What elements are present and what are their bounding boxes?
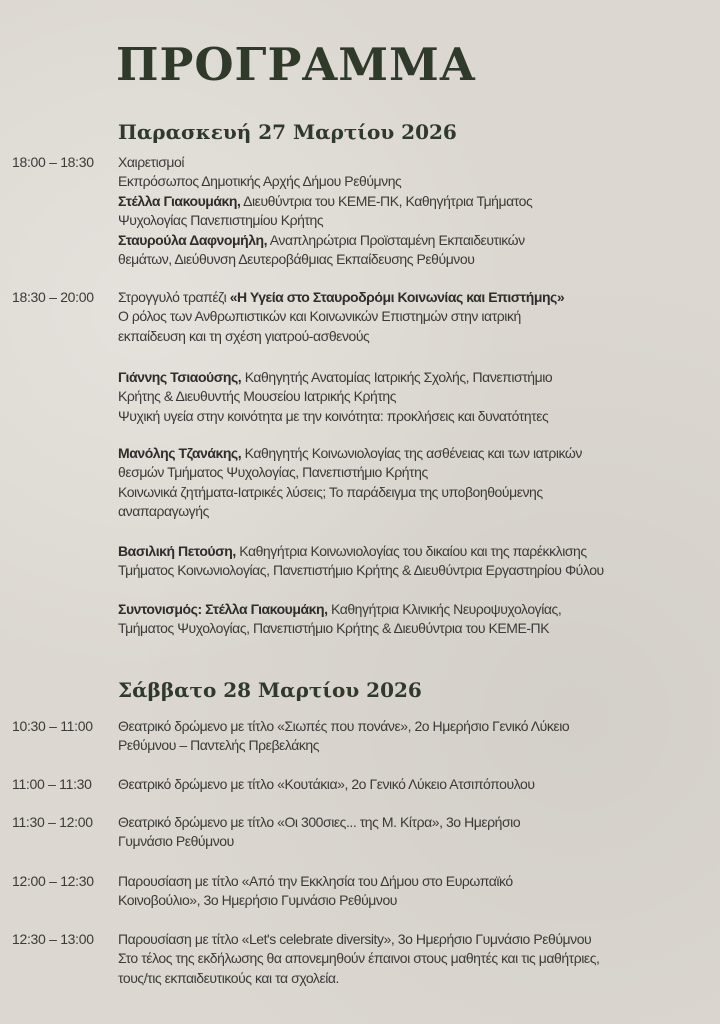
item-description [118,600,718,639]
bold-name: Σταυρούλα Δαφνομήλη, [118,231,268,248]
text-line [118,172,718,191]
line-text: τους/τις εκπαιδευτικούς και τα σχολεία. [118,969,339,986]
time-range: 11:00 – 11:30 [12,776,92,792]
item-description [118,872,718,911]
text-line [118,872,718,891]
text-line [118,211,718,230]
text-line [118,736,718,755]
line-text: Θεατρικό δρώμενο με τίτλο «Σιωπές που πονάνε», 2ο Ημερήσιο Γενικό Λύκειο [118,718,570,734]
text-line [118,368,718,387]
line-text: Θεατρικό δρώμενο με τίτλο «Κουτάκια», 2ο Γενικό Λύκειο Ατσιπόπουλου [118,776,535,792]
time-range: 10:30 – 11:00 [12,718,93,734]
text-line [118,387,718,406]
text-line [118,288,718,307]
text-line [118,717,718,736]
line-text: Παρουσίαση με τίτλο «Από την Εκκλησία του Δήμου στο Ευρωπαϊκό [118,873,513,889]
line-text: αναπαραγωγής [118,503,209,520]
text-line [118,192,718,211]
line-text: Κοινοβούλιο», 3ο Ημερήσιο Γυμνάσιο Ρεθύμνου [118,892,397,909]
text-line [118,832,718,851]
text-line [118,502,718,521]
bold-name: Μανόλης Τζανάκης, [118,445,242,461]
line-text: Ψυχολογίας Πανεπιστημίου Κρήτης [118,212,324,229]
line-text: Εκπρόσωπος Δημοτικής Αρχής Δήμου Ρεθύμνης [118,173,402,190]
day-heading: Σάββατο 28 Μαρτίου 2026 [118,678,422,702]
text-line [118,407,718,426]
item-description [118,775,718,794]
bold-name: Στέλλα Γιακουμάκη, [118,192,241,209]
line-text: Καθηγήτρια Κλινικής Νευροψυχολογίας, [327,601,562,617]
line-text: θεμάτων, Διεύθυνση Δευτεροβάθμιας Εκπαίδευσης Ρεθύμνου [118,251,475,268]
line-text: Γυμνάσιο Ρεθύμνου [118,833,234,850]
text-line [118,231,718,250]
line-text: εκπαίδευση και τη σχέση γιατρού-ασθενούς [118,327,370,344]
text-line [118,327,718,346]
line-text: Στο τέλος της εκδήλωσης θα απονεμηθούν έπαινοι στους μαθητές και τις μαθήτριες, [118,950,600,967]
item-description [118,930,718,988]
line-text: Τμήματος Ψυχολογίας, Πανεπιστήμιο Κρήτης & Διευθύντρια του ΚΕΜΕ-ΠΚ [118,620,550,637]
page-title: ΠΡΟΓΡΑΜΜΑ [116,38,476,91]
bold-name: Συντονισμός: Στέλλα Γιακουμάκη, [118,601,328,617]
text-line [118,930,718,949]
text-line [118,250,718,269]
text-line [118,969,718,988]
text-line [118,153,718,172]
line-text: Διευθύντρια του ΚΕΜΕ-ΠΚ, Καθηγήτρια Τμήματος [240,192,533,209]
line-text: Τμήματος Κοινωνιολογίας, Πανεπιστήμιο Κρήτης & Διευθύντρια Εργαστηρίου Φύλου [118,562,604,579]
time-range: 18:30 – 20:00 [12,289,94,305]
time-range: 12:30 – 13:00 [12,931,94,947]
line-text: Καθηγητής Κοινωνιολογίας της ασθένειας και των ιατρικών [241,445,582,461]
text-line [118,775,718,794]
line-text: Ρεθύμνου – Παντελής Πρεβελάκης [118,737,320,754]
bold-name: Βασιλική Πετούση, [118,543,236,559]
line-text: Θεατρικό δρώμενο με τίτλο «Οι 300σιες... της Μ. Κίτρα», 3ο Ημερήσιο [118,814,521,830]
line-text: Καθηγητής Ανατομίας Ιατρικής Σχολής, Πανεπιστήμιο [241,369,553,385]
item-description [118,153,718,269]
line-text: Ψυχική υγεία στην κοινότητα με την κοινότητα: προκλήσεις και δυνατότητες [118,407,549,424]
line-text: Κοινωνικά ζητήματα-Ιατρικές λύσεις; Το παράδειγμα της υποβοηθούμενης [118,483,543,500]
item-description [118,444,718,522]
text-line [118,949,718,968]
text-line [118,561,718,580]
line-text: Αναπληρώτρια Προϊσταμένη Εκπαιδευτικών [267,231,525,248]
item-description [118,542,718,581]
item-description [118,288,718,346]
text-line [118,542,718,561]
text-line [118,463,718,482]
bold-title: «Η Υγεία στο Σταυροδρόμι Κοινωνίας και Επιστήμης» [229,289,565,305]
line-text: Παρουσίαση με τίτλο «Let's celebrate diversity», 3ο Ημερήσιο Γυμνάσιο Ρεθύμνου [118,931,592,947]
item-description [118,368,718,426]
text-line [118,619,718,638]
text-line [118,444,718,463]
time-range: 18:00 – 18:30 [12,154,94,170]
text-line [118,813,718,832]
bold-name: Γιάννης Τσιαούσης, [118,369,242,385]
line-text: Στρογγυλό τραπέζι [118,289,230,305]
text-line [118,307,718,326]
text-line [118,483,718,502]
time-range: 12:00 – 12:30 [12,873,94,889]
line-text: Ο ρόλος των Ανθρωπιστικών και Κοινωνικών Επιστημών στην ιατρική [118,308,521,325]
item-description [118,717,718,756]
line-text: Καθηγήτρια Κοινωνιολογίας του δικαίου και της παρέκκλισης [235,543,587,559]
line-text: Κρήτης & Διευθυντής Μουσείου Ιατρικής Κρήτης [118,388,397,405]
day-heading: Παρασκευή 27 Μαρτίου 2026 [118,120,457,144]
item-description [118,813,718,852]
line-text: θεσμών Τμήματος Ψυχολογίας, Πανεπιστήμιο Κρήτης [118,464,428,481]
text-line [118,891,718,910]
line-text: Χαιρετισμοί [118,154,185,170]
time-range: 11:30 – 12:00 [12,814,93,830]
text-line [118,600,718,619]
